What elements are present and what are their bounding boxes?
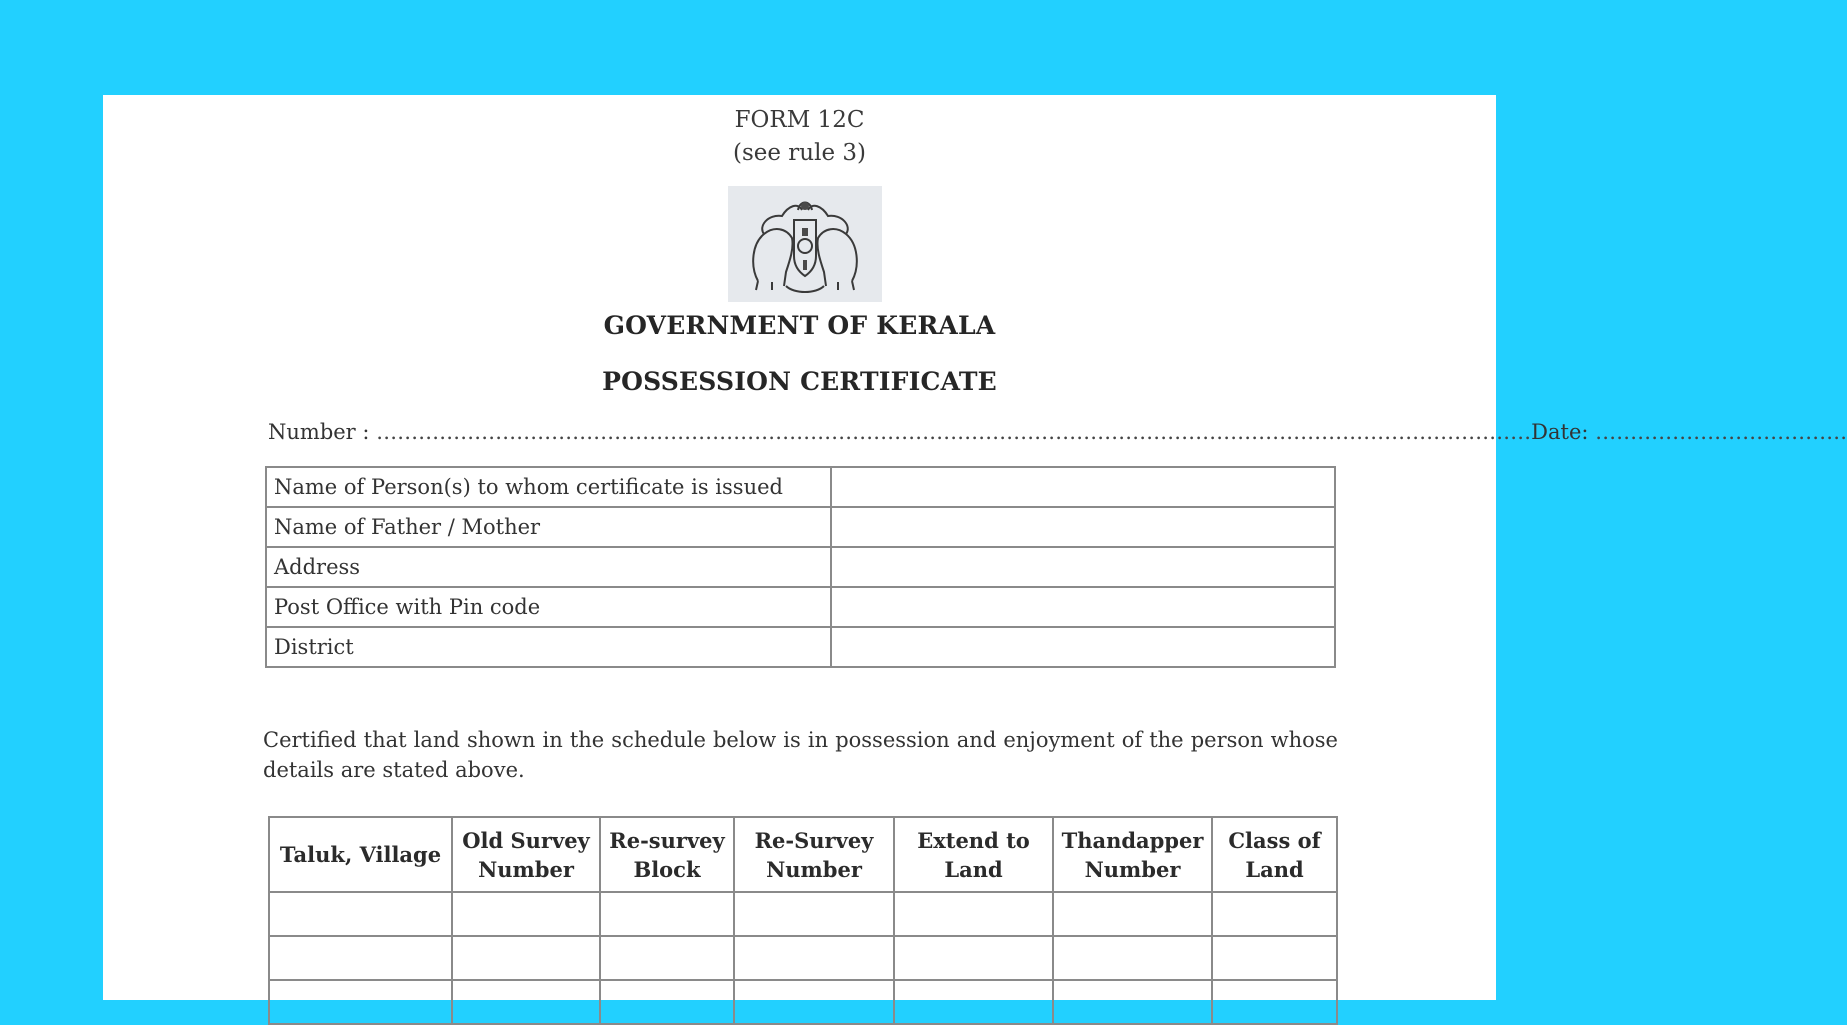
schedule-row	[269, 892, 1337, 936]
schedule-cell[interactable]	[894, 936, 1053, 980]
schedule-cell[interactable]	[734, 892, 894, 936]
rule-reference: (see rule 3)	[732, 140, 866, 166]
schedule-column-header	[1212, 817, 1337, 892]
date-label: Date:	[1531, 420, 1589, 444]
schedule-column-header	[452, 817, 600, 892]
details-label: Post Office with Pin code	[266, 587, 831, 627]
schedule-cell[interactable]	[452, 980, 600, 1024]
schedule-header-line: Taluk, Village	[279, 842, 442, 867]
schedule-cell[interactable]	[894, 980, 1053, 1024]
schedule-header-line: Land	[1245, 856, 1304, 882]
schedule-column-header	[894, 817, 1053, 892]
schedule-column-header	[1053, 817, 1212, 892]
schedule-cell[interactable]	[1212, 892, 1337, 936]
form-number: FORM 12C	[734, 107, 865, 133]
schedule-cell[interactable]	[600, 980, 734, 1024]
kerala-state-emblem-icon	[728, 186, 882, 302]
schedule-header-line: Number	[766, 856, 862, 882]
emblem-graphic	[728, 186, 882, 302]
form-page	[103, 95, 1847, 1000]
details-label: Name of Person(s) to whom certificate is issued	[266, 467, 831, 507]
date-field[interactable]: ………………………………	[1595, 420, 1847, 444]
number-label: Number :	[268, 420, 370, 444]
schedule-row	[269, 936, 1337, 980]
schedule-cell[interactable]	[1212, 936, 1337, 980]
schedule-header-line: Land	[944, 856, 1003, 882]
details-row	[266, 627, 1335, 667]
schedule-column-header	[269, 817, 452, 892]
schedule-header-line: Block	[633, 856, 701, 882]
schedule-row	[269, 980, 1337, 1024]
schedule-cell[interactable]	[1212, 980, 1337, 1024]
schedule-header-line: Thandapper	[1061, 827, 1204, 853]
schedule-cell[interactable]	[600, 892, 734, 936]
schedule-header-line: Old Survey	[462, 827, 590, 853]
schedule-cell[interactable]	[452, 892, 600, 936]
details-label: District	[266, 627, 831, 667]
number-field[interactable]: …………………………………………………………………………………………………………………………………………………	[376, 420, 1532, 444]
schedule-cell[interactable]	[734, 936, 894, 980]
details-label: Address	[266, 547, 831, 587]
schedule-header-line: Re-survey	[609, 827, 725, 853]
schedule-header-line: Extend to	[917, 827, 1030, 853]
schedule-header-line: Class of	[1228, 827, 1321, 853]
schedule-cell[interactable]	[1053, 980, 1212, 1024]
schedule-cell[interactable]	[600, 936, 734, 980]
details-value-field[interactable]	[831, 627, 1335, 667]
certificate-title: POSSESSION CERTIFICATE	[602, 367, 997, 396]
schedule-column-header	[600, 817, 734, 892]
details-label: Name of Father / Mother	[266, 507, 831, 547]
certification-statement: Certified that land shown in the schedule below is in possession and enjoyment of the person whose details are stated above.	[263, 728, 1338, 782]
schedule-cell[interactable]	[452, 936, 600, 980]
details-row	[266, 587, 1335, 627]
applicant-details-table	[265, 466, 1336, 668]
schedule-header-line: Number	[1084, 856, 1181, 882]
details-value-field[interactable]	[831, 467, 1335, 507]
details-row	[266, 467, 1335, 507]
schedule-cell[interactable]	[269, 980, 452, 1024]
schedule-header-line: Number	[478, 856, 574, 882]
schedule-cell[interactable]	[269, 936, 452, 980]
schedule-cell[interactable]	[894, 892, 1053, 936]
details-value-field[interactable]	[831, 547, 1335, 587]
schedule-column-header	[734, 817, 894, 892]
land-schedule-table	[268, 816, 1338, 1025]
details-row	[266, 507, 1335, 547]
government-heading: GOVERNMENT OF KERALA	[603, 311, 996, 340]
schedule-cell[interactable]	[1053, 936, 1212, 980]
schedule-cell[interactable]	[269, 892, 452, 936]
details-value-field[interactable]	[831, 507, 1335, 547]
details-value-field[interactable]	[831, 587, 1335, 627]
schedule-header-line: Re-Survey	[754, 827, 874, 853]
details-row	[266, 547, 1335, 587]
schedule-cell[interactable]	[1053, 892, 1212, 936]
number-date-line	[268, 420, 1847, 444]
schedule-header-row	[269, 817, 1337, 892]
schedule-cell[interactable]	[734, 980, 894, 1024]
